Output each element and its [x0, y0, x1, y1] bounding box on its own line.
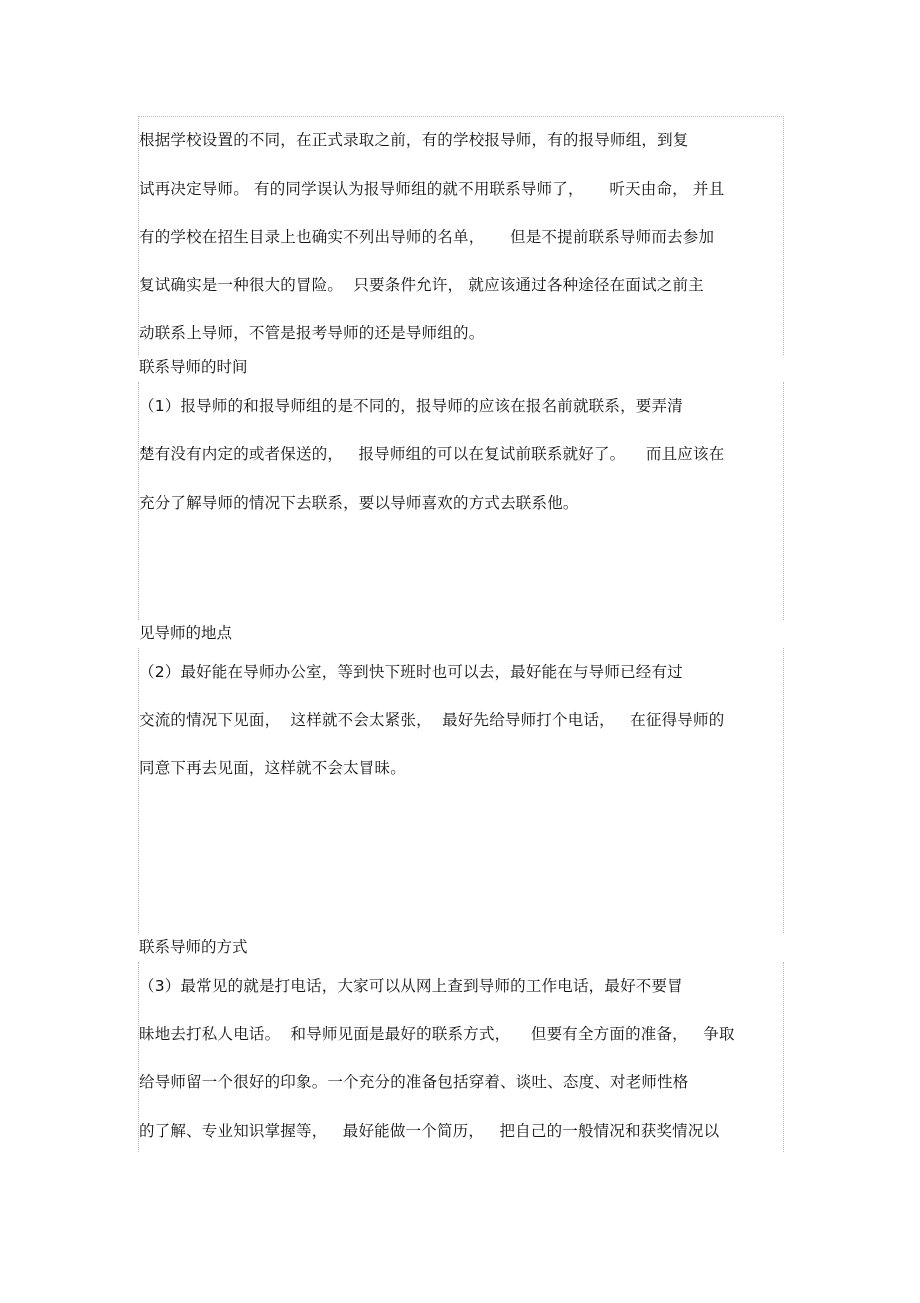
time-line-3: 充分了解导师的情况下去联系，要以导师喜欢的方式去联系他。	[139, 494, 579, 512]
time-line-2: 楚有没有内定的或者保送的， 报导师组的可以在复试前联系就好了。 而且应该在	[139, 445, 725, 463]
method-line-1: （3）最常见的就是打电话，大家可以从网上查到导师的工作电话，最好不要冒	[139, 977, 683, 995]
method-line-4: 的了解、专业知识掌握等， 最好能做一个简历， 把自己的一般情况和获奖情况以	[139, 1122, 720, 1140]
place-line-1: （2）最好能在导师办公室，等到快下班时也可以去，最好能在与导师已经有过	[139, 663, 683, 681]
intro-line-2: 试再决定导师。 有的同学误认为报导师组的就不用联系导师了， 听天由命， 并且	[139, 180, 725, 198]
intro-line-5: 动联系上导师，不管是报考导师的还是导师组的。	[139, 324, 485, 342]
section-box-place	[138, 648, 784, 933]
method-line-3: 给导师留一个很好的印象。一个充分的准备包括穿着、谈吐、态度、对老师性格	[139, 1073, 689, 1091]
section-heading-method: 联系导师的方式	[139, 938, 248, 956]
section-heading-place: 见导师的地点	[139, 624, 233, 642]
time-line-1: （1）报导师的和报导师组的是不同的，报导师的应该在报名前就联系，要弄清	[139, 397, 683, 415]
place-line-3: 同意下再去见面，这样就不会太冒昧。	[139, 759, 406, 777]
place-line-2: 交流的情况下见面， 这样就不会太紧张， 最好先给导师打个电话， 在征得导师的	[139, 711, 725, 729]
intro-line-3: 有的学校在招生目录上也确实不列出导师的名单， 但是不提前联系导师而去参加	[139, 228, 715, 246]
intro-line-1: 根据学校设置的不同，在正式录取之前，有的学校报导师，有的报导师组，到复	[139, 131, 689, 149]
method-line-2: 昧地去打私人电话。 和导师见面是最好的联系方式， 但要有全方面的准备， 争取	[139, 1025, 735, 1043]
intro-line-4: 复试确实是一种很大的冒险。 只要条件允许， 就应该通过各种途径在面试之前主	[139, 276, 704, 294]
section-heading-time: 联系导师的时间	[139, 358, 248, 376]
